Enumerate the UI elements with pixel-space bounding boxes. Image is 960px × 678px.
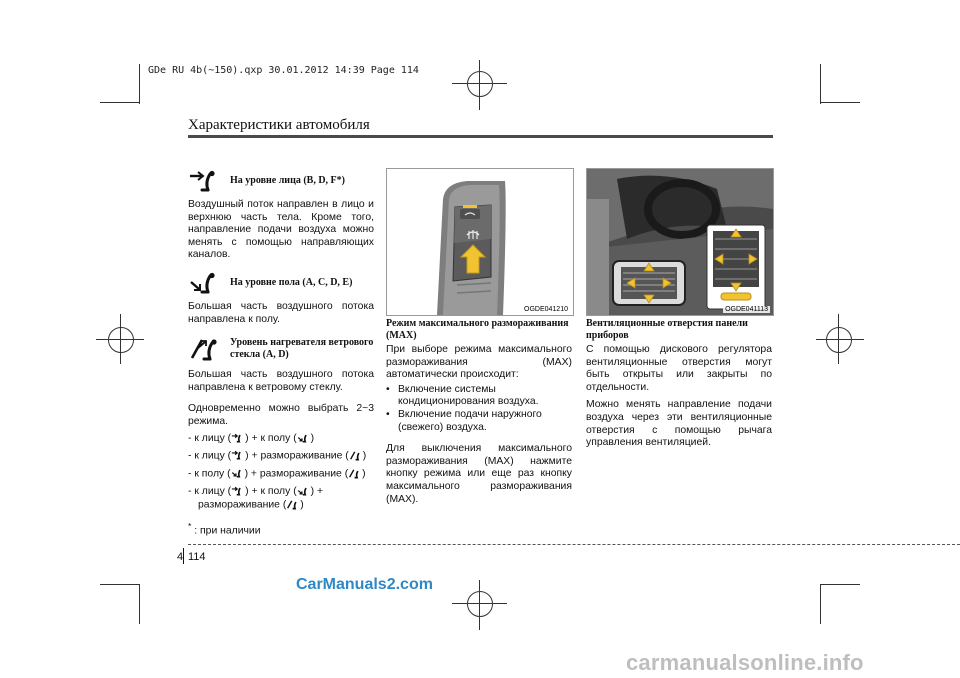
column-max-defrost <box>386 318 572 511</box>
max-defrost-off-note: Для выключения максимального размораживания (MAX) нажмите кнопку режима или еще раз кнопку максимального размораживания (MAX). <box>386 443 572 505</box>
bullet-item: • Включение системы кондиционирования воздуха. <box>386 383 539 408</box>
watermark-bottom: carmanualsonline.info <box>626 650 864 675</box>
dashboard-vents-para1: С помощью дискового регулятора вентиляционные отверстия могут быть открыты или закрыты по отдельности. <box>586 344 772 393</box>
print-slug: GDe RU 4b(~150).qxp 30.01.2012 14:39 Page 114 <box>148 65 419 76</box>
footnote: * : при наличии <box>188 520 261 537</box>
mode-floor-label: На уровне пола (A, C, D, E) <box>230 276 353 288</box>
vent-defrost-icon <box>188 336 222 362</box>
dashboard-vents-heading: Вентиляционные отверстия панели приборов <box>586 318 748 341</box>
page-number: 114 <box>188 551 206 563</box>
crop-mark <box>100 584 140 585</box>
vent-face-icon <box>188 170 222 192</box>
combo-face-defrost: - к лицу ( ) + размораживание ( ) <box>188 450 367 462</box>
watermark-top: CarManuals2.com <box>296 576 433 593</box>
mode-floor-heading <box>188 272 374 294</box>
title-rule <box>188 135 773 138</box>
crop-mark <box>820 584 821 624</box>
vent-floor-icon <box>231 467 245 479</box>
vent-face-icon <box>231 485 245 497</box>
dashboard-vents-para2: Можно менять направление подачи воздуха через эти вентиляционные отверстия с помощью рычага управления вентиляцией. <box>586 399 772 449</box>
chapter-number: 4 <box>177 551 184 563</box>
max-defrost-intro: При выборе режима максимального размораживания (MAX) автоматически происходит: <box>386 344 572 381</box>
combo-face-floor-defrost: - к лицу ( ) + к полу ( ) + <box>188 485 324 497</box>
mode-face-label: На уровне лица (B, D, F*) <box>230 175 345 186</box>
column-air-modes <box>188 170 374 538</box>
crop-mark <box>139 64 140 104</box>
vent-defrost-icon <box>348 467 362 480</box>
mode-defrost-description: Большая часть воздушного потока направлена к ветровому стеклу. <box>188 369 374 393</box>
max-defrost-button-photo <box>386 168 574 316</box>
vent-defrost-icon <box>349 449 363 462</box>
mode-defrost-heading <box>188 336 374 362</box>
photo-code: OGDE041113 <box>725 306 768 313</box>
combo-face-floor-defrost-cont: размораживание ( ) <box>198 499 304 511</box>
crop-mark <box>820 584 860 585</box>
max-defrost-heading: Режим максимального размораживания (MAX) <box>386 318 569 341</box>
vent-defrost-icon <box>286 498 300 511</box>
column-dashboard-vents <box>586 318 772 455</box>
crop-mark <box>820 102 860 103</box>
photo-code: OGDE041210 <box>524 306 568 313</box>
section-title: Характеристики автомобиля <box>188 117 370 133</box>
crop-mark <box>139 584 140 624</box>
vent-floor-icon <box>297 432 311 444</box>
page-separator <box>183 548 184 564</box>
footer-rule <box>188 544 960 545</box>
defrost-max-icon <box>467 230 479 239</box>
crop-mark <box>100 102 140 103</box>
vent-face-icon <box>231 432 245 444</box>
combo-floor-defrost: - к полу ( ) + размораживание ( ) <box>188 467 366 479</box>
combo-face-floor: - к лицу ( ) + к полу ( ) <box>188 432 315 444</box>
mode-floor-description: Большая часть воздушного потока направлена к полу. <box>188 300 374 325</box>
dashboard-vents-photo <box>586 168 774 316</box>
vent-floor-icon <box>297 485 311 497</box>
mode-face-heading <box>188 170 374 192</box>
mode-select-note: Одновременно можно выбрать 2~3 режима. <box>188 403 374 427</box>
bullet-item: • Включение подачи наружного (свежего) воздуха. <box>386 408 542 433</box>
crop-mark <box>820 64 821 104</box>
vent-face-icon <box>231 449 245 461</box>
vent-floor-icon <box>188 272 222 294</box>
mode-defrost-label: Уровень нагревателя ветрового стекла (A, D) <box>230 337 374 361</box>
mode-face-description: Воздушный поток направлен в лицо и верхнюю часть тела. Кроме того, направление подачи воздуха можно менять с помощью направляющих каналов. <box>188 199 374 261</box>
